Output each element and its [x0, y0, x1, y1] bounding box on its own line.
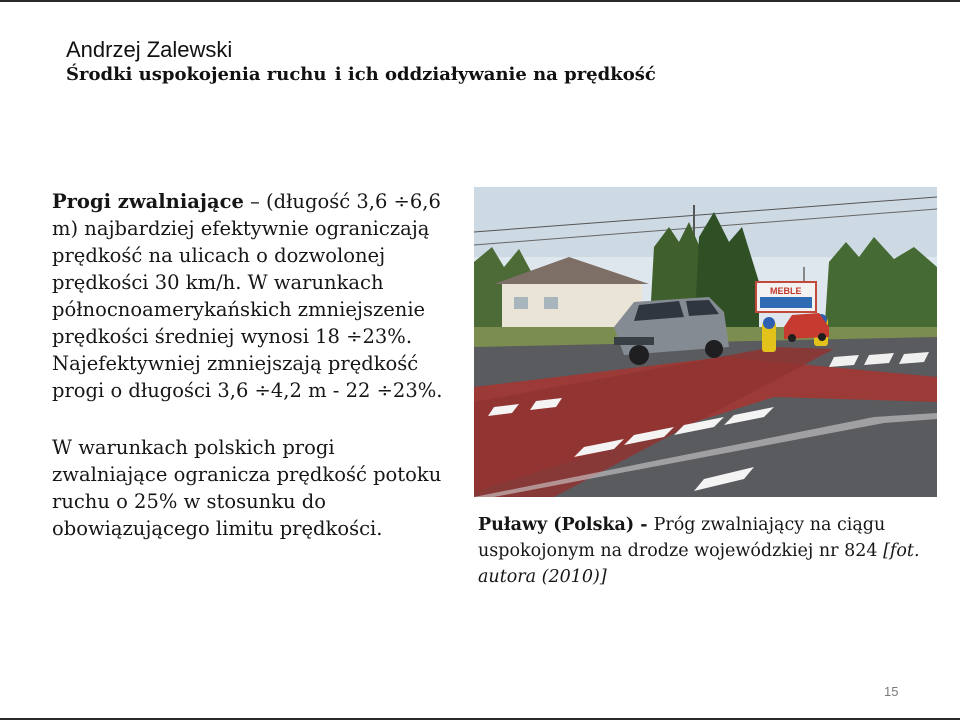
paragraph-speed-bumps — [52, 188, 452, 404]
bottom-rule — [0, 718, 960, 720]
road-photo-illustration — [474, 187, 937, 497]
body-text — [52, 188, 452, 542]
billboard-sign-text: MEBLE — [770, 286, 802, 296]
top-rule — [0, 0, 960, 2]
paragraph-1-text: – (długość 3,6 ÷6,6 m) najbardziej efektywnie ograniczają prędkość na ulicach o dozwolonej prędkości 30 km/h. W warunkach północnoamerykańskich zmniejszenie prędkości średniej wynosi 18 ÷23%. Najefektywniej zmniejszają prędkość progi o długości 3,6 ÷4,2 m - 22 ÷23%. — [52, 190, 443, 402]
title-part-1: Środki uspokojenia ruchu — [66, 64, 327, 85]
road-photo — [474, 187, 937, 497]
photo-caption — [478, 512, 928, 590]
caption-location: Puławy (Polska) - — [478, 515, 654, 535]
caption-description: Próg zwalniający na ciągu uspokojonym na drodze wojewódzkiej nr 824 — [478, 515, 886, 561]
caption-credit: [fot. autora (2010)] — [478, 541, 920, 587]
presentation-title — [66, 64, 656, 85]
page-number: 15 — [884, 684, 899, 699]
title-part-2: i ich oddziaływanie na prędkość — [334, 64, 656, 85]
author-name: Andrzej Zalewski — [66, 37, 233, 62]
term-speed-bumps: Progi zwalniające — [52, 190, 244, 213]
paragraph-polish-conditions: W warunkach polskich progi zwalniające ogranicza prędkość potoku ruchu o 25% w stosunku do obowiązującego limitu prędkości. — [52, 436, 442, 540]
